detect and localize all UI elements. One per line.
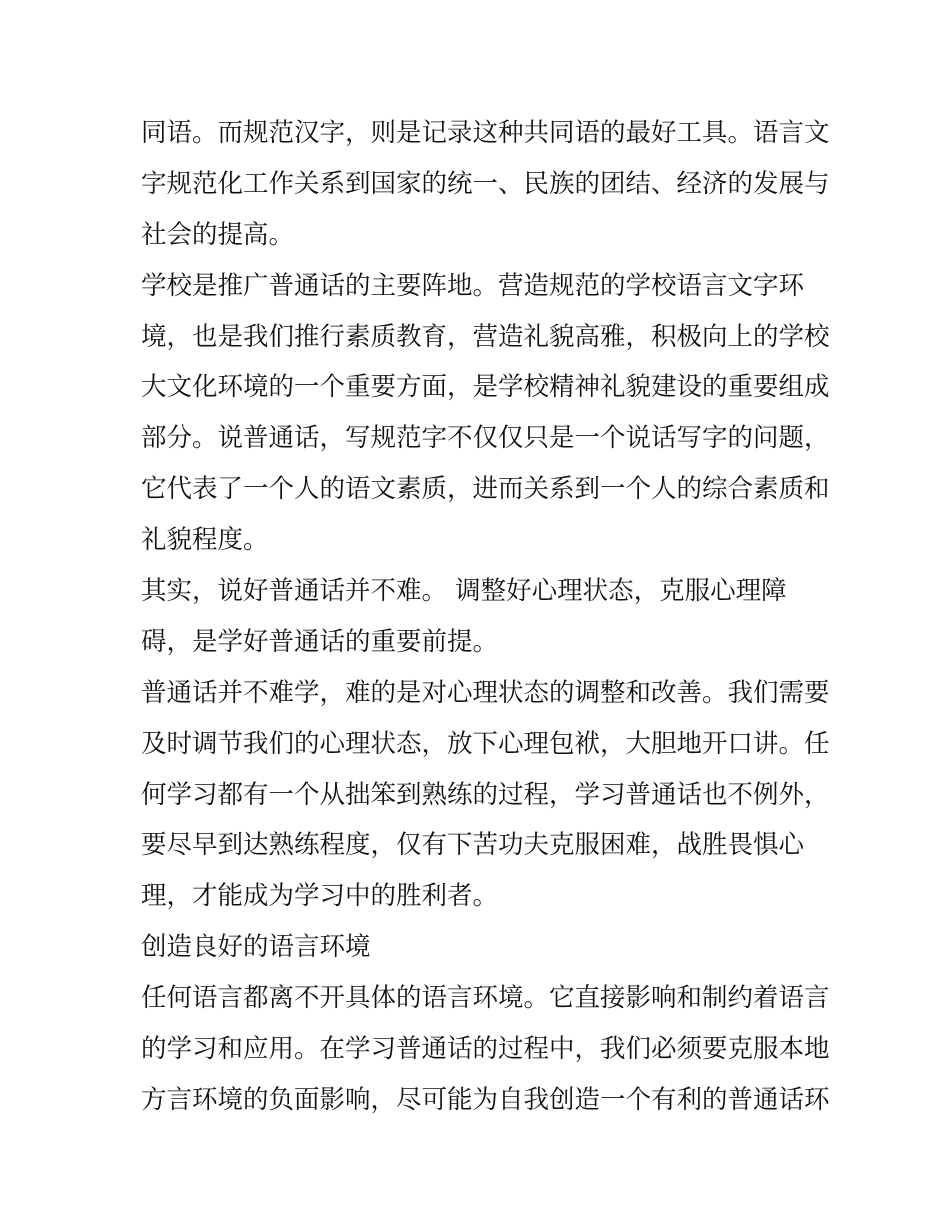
text-line: 社会的提高。: [141, 219, 295, 250]
text-line: 普通话并不难学，难的是对心理状态的调整和改善。我们需要: [141, 677, 830, 708]
text-line: 其实，说好普通话并不难。 调整好心理状态，克服心理障: [141, 576, 787, 607]
text-line: 境，也是我们推行素质教育，营造礼貌高雅，积极向上的学校: [141, 321, 830, 352]
text-line: 的学习和应用。在学习普通话的过程中，我们必须要克服本地: [141, 1034, 830, 1065]
text-line: 何学习都有一个从拙笨到熟练的过程，学习普通话也不例外，: [141, 779, 830, 810]
paragraph-3: [141, 566, 821, 668]
text-line: 任何语言都离不开具体的语言环境。它直接影响和制约着语言: [141, 983, 830, 1014]
paragraph-2: [141, 261, 830, 566]
text-line: 方言环境的负面影响，尽可能为自我创造一个有利的普通话环: [141, 1084, 830, 1115]
text-line: 大文化环境的一个重要方面，是学校精神礼貌建设的重要组成: [141, 372, 830, 403]
paragraph-5: [141, 973, 830, 1126]
text-line: 学校是推广普通话的主要阵地。营造规范的学校语言文字环: [141, 270, 805, 301]
text-line: 字规范化工作关系到国家的统一、民族的团结、经济的发展与: [141, 168, 830, 199]
document-body: [141, 108, 830, 1126]
text-line: 同语。而规范汉字，则是记录这种共同语的最好工具。语言文: [141, 118, 830, 148]
paragraph-1: [141, 108, 830, 261]
section-heading: [141, 922, 821, 973]
text-line: 及时调节我们的心理状态，放下心理包袱，大胆地开口讲。任: [141, 728, 830, 759]
text-line: 碍，是学好普通话的重要前提。: [141, 626, 499, 657]
text-line: 部分。说普通话，写规范字不仅仅只是一个说话写字的问题，: [141, 423, 830, 454]
text-line: 礼貌程度。: [141, 525, 269, 556]
paragraph-4: [141, 668, 830, 922]
text-line: 要尽早到达熟练程度，仅有下苦功夫克服困难，战胜畏惧心: [141, 830, 805, 861]
heading-line: 创造良好的语言环境: [141, 932, 371, 963]
text-line: 它代表了一个人的语文素质，进而关系到一个人的综合素质和: [141, 474, 830, 505]
text-line: 理，才能成为学习中的胜利者。: [141, 881, 499, 912]
